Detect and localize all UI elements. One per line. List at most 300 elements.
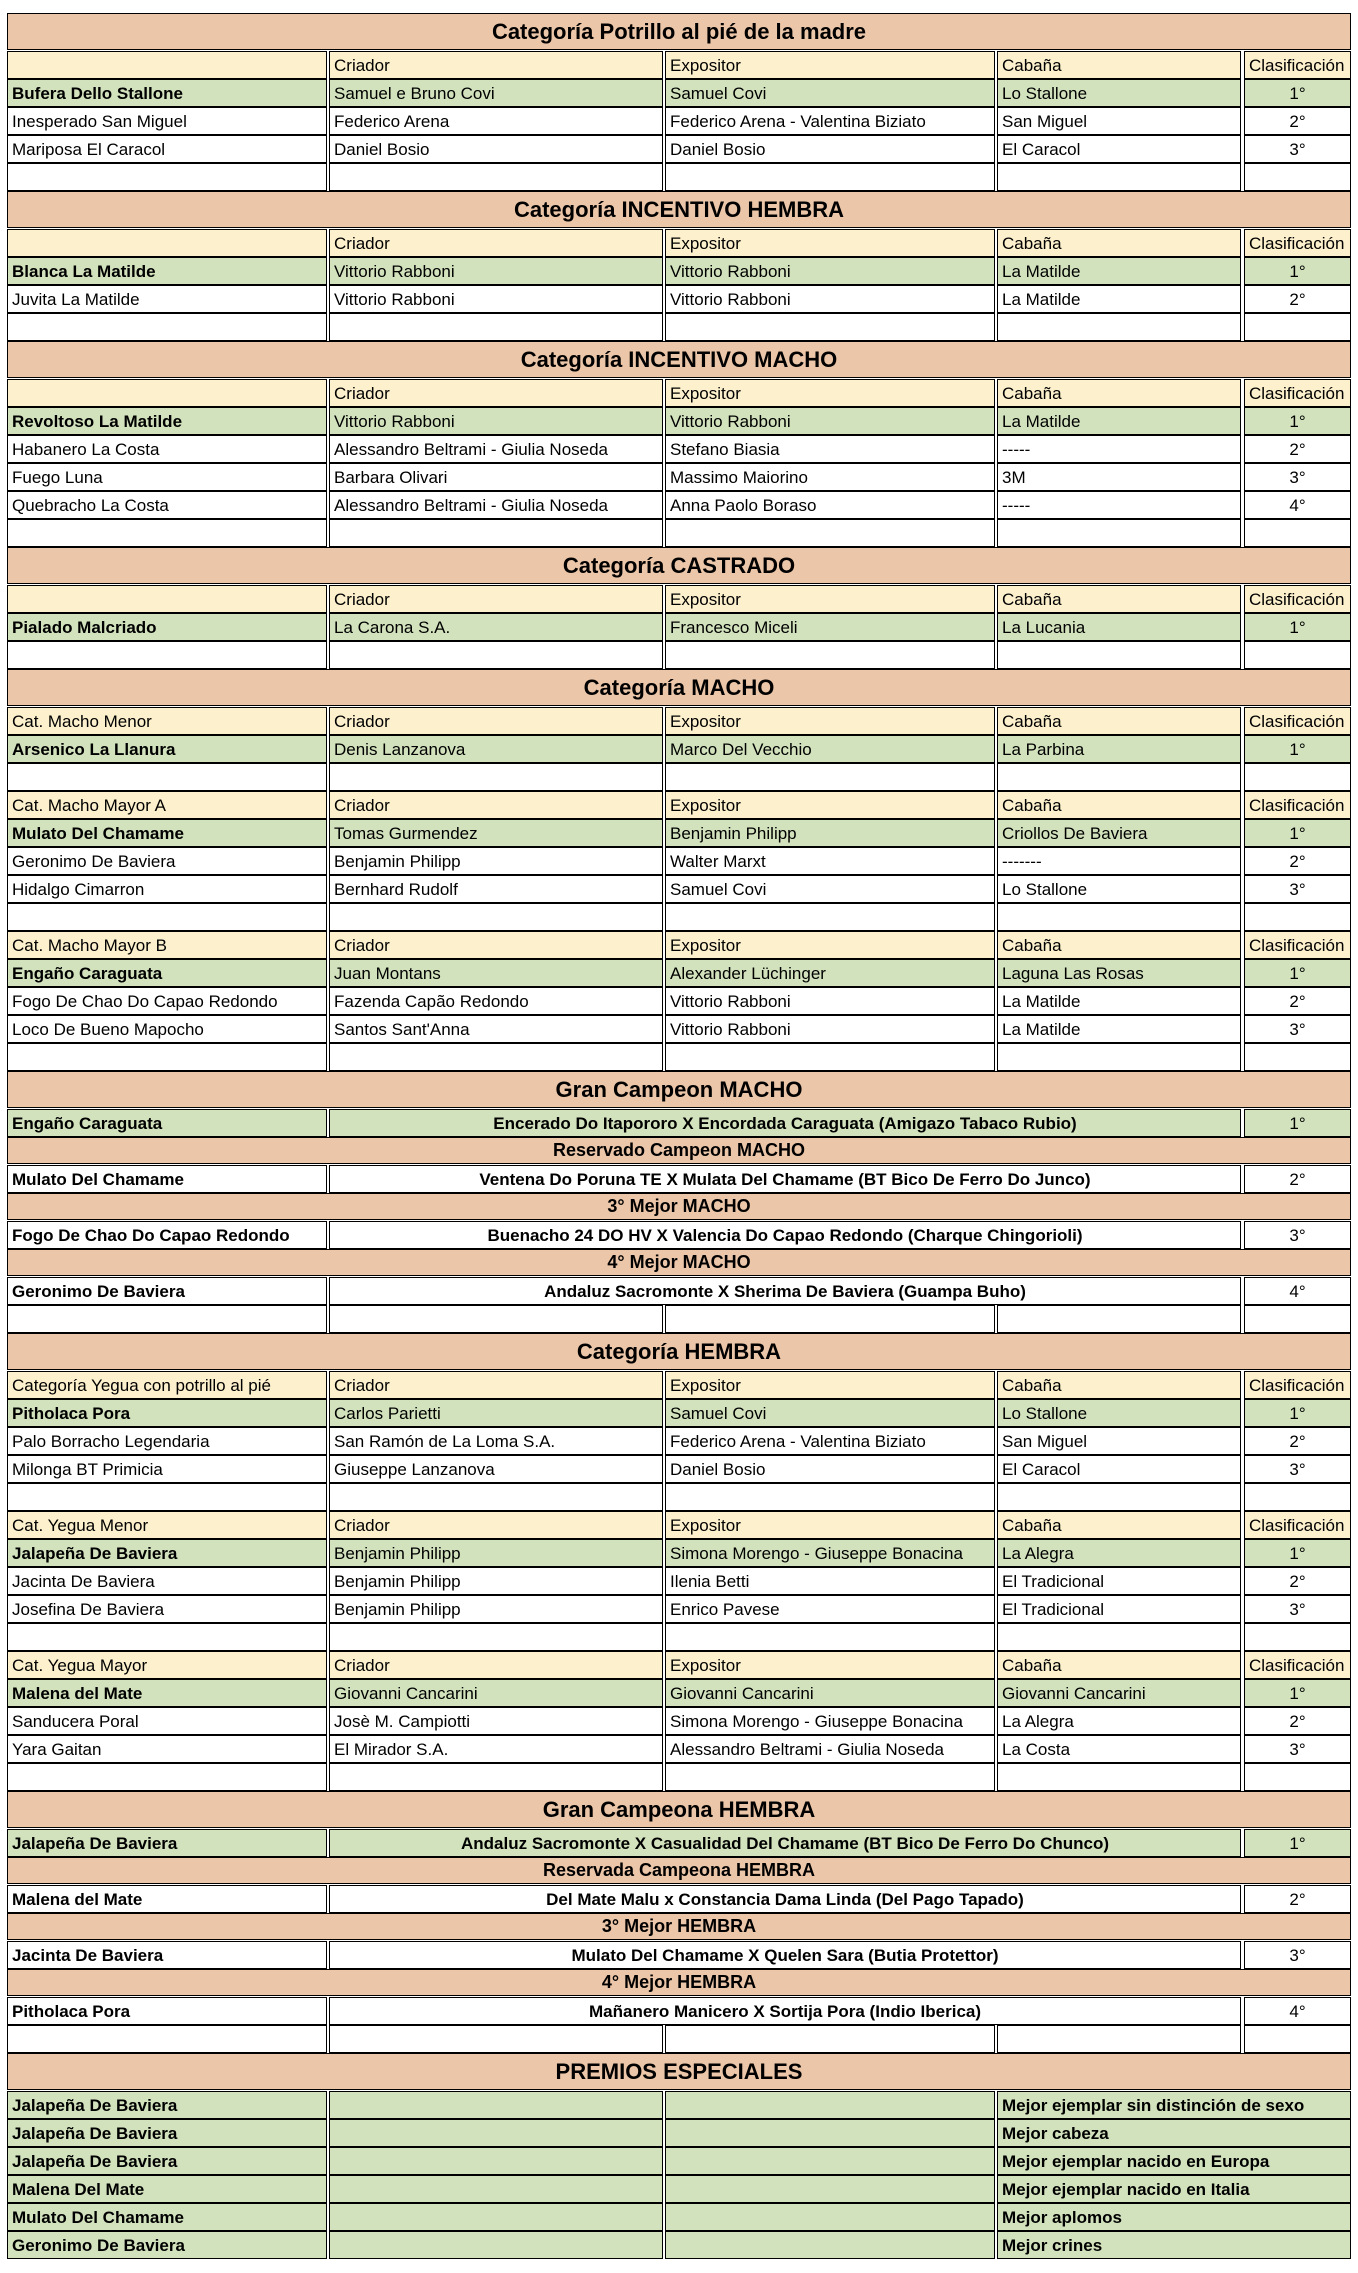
subcategory-label: Categoría Yegua con potrillo al pié	[7, 1371, 327, 1399]
champion-title-row	[7, 1249, 1351, 1276]
champion-rank: 4°	[1244, 1997, 1351, 2025]
table-row	[7, 875, 1351, 903]
subcategory-label: Cat. Macho Menor	[7, 707, 327, 735]
table-row	[7, 819, 1351, 847]
blank-row	[7, 1623, 1351, 1651]
subcategory-label: Cat. Yegua Mayor	[7, 1651, 327, 1679]
section-title-premios-row	[7, 2053, 1351, 2090]
rank-value: 2°	[1244, 285, 1351, 313]
rank-value: 2°	[1244, 1567, 1351, 1595]
header-cabana: Cabaña	[997, 585, 1241, 613]
header-clasificacion: Clasificación	[1244, 51, 1351, 79]
horse-name: Pialado Malcriado	[7, 613, 327, 641]
special-award-row	[7, 2175, 1351, 2203]
champion-row	[7, 1941, 1351, 1969]
empty-cell	[7, 641, 327, 669]
table-row	[7, 613, 1351, 641]
table-row	[7, 1707, 1351, 1735]
rank-value: 1°	[1244, 1399, 1351, 1427]
empty-cell	[329, 763, 663, 791]
header-cabana: Cabaña	[997, 1511, 1241, 1539]
header-cabana: Cabaña	[997, 791, 1241, 819]
empty-cell	[665, 2091, 995, 2119]
empty-cell	[665, 2147, 995, 2175]
blank-row	[7, 1483, 1351, 1511]
horse-name: Juvita La Matilde	[7, 285, 327, 313]
criador-value: Fazenda Capão Redondo	[329, 987, 663, 1015]
criador-value: Tomas Gurmendez	[329, 819, 663, 847]
blank-row	[7, 1305, 1351, 1333]
empty-cell	[997, 763, 1241, 791]
blank-row	[7, 1763, 1351, 1791]
empty-cell	[997, 163, 1241, 191]
cabana-value: La Matilde	[997, 257, 1241, 285]
table-row	[7, 1399, 1351, 1427]
header-clasificacion: Clasificación	[1244, 1651, 1351, 1679]
section-title-macho-row	[7, 669, 1351, 706]
header-criador: Criador	[329, 229, 663, 257]
champion-pedigree: Encerado Do Itapororo X Encordada Caraguata (Amigazo Tabaco Rubio)	[329, 1109, 1241, 1137]
empty-cell	[7, 1043, 327, 1071]
blank-row	[7, 641, 1351, 669]
section-title-incentivo-hembra: Categoría INCENTIVO HEMBRA	[7, 191, 1351, 228]
empty-cell	[329, 903, 663, 931]
champion-name: Pitholaca Pora	[7, 1997, 327, 2025]
subcategory-label: Cat. Yegua Menor	[7, 1511, 327, 1539]
cabana-value: Lo Stallone	[997, 875, 1241, 903]
horse-name: Quebracho La Costa	[7, 491, 327, 519]
subcategory-label: Cat. Macho Mayor A	[7, 791, 327, 819]
table-row	[7, 285, 1351, 313]
champion-title-row	[7, 1193, 1351, 1220]
empty-cell	[7, 2025, 327, 2053]
expositor-value: Samuel Covi	[665, 1399, 995, 1427]
special-award-row	[7, 2091, 1351, 2119]
rank-value: 2°	[1244, 847, 1351, 875]
empty-cell	[329, 2091, 663, 2119]
champion-title: 3° Mejor MACHO	[7, 1193, 1351, 1220]
empty-cell	[997, 2025, 1241, 2053]
empty-cell	[329, 641, 663, 669]
cabana-value: -----	[997, 435, 1241, 463]
rank-value: 3°	[1244, 1015, 1351, 1043]
criador-value: Vittorio Rabboni	[329, 407, 663, 435]
empty-cell	[1244, 519, 1351, 547]
empty-cell	[997, 313, 1241, 341]
champion-title-row	[7, 1137, 1351, 1164]
cabana-value: Giovanni Cancarini	[997, 1679, 1241, 1707]
horse-name: Blanca La Matilde	[7, 257, 327, 285]
blank-row	[7, 763, 1351, 791]
special-award-row	[7, 2203, 1351, 2231]
champion-title-row	[7, 1791, 1351, 1828]
champion-name: Jacinta De Baviera	[7, 1941, 327, 1969]
cabana-value: 3M	[997, 463, 1241, 491]
empty-cell	[997, 519, 1241, 547]
champion-name: Geronimo De Baviera	[7, 1277, 327, 1305]
empty-cell	[665, 1483, 995, 1511]
header-criador: Criador	[329, 1511, 663, 1539]
criador-value: Barbara Olivari	[329, 463, 663, 491]
award-name: Mejor ejemplar nacido en Italia	[997, 2175, 1351, 2203]
expositor-value: Vittorio Rabboni	[665, 285, 995, 313]
horse-name: Geronimo De Baviera	[7, 847, 327, 875]
cabana-value: La Alegra	[997, 1707, 1241, 1735]
empty-cell	[1244, 903, 1351, 931]
criador-value: Benjamin Philipp	[329, 1539, 663, 1567]
header-expositor: Expositor	[665, 707, 995, 735]
blank-row	[7, 519, 1351, 547]
champion-rank: 3°	[1244, 1941, 1351, 1969]
horse-name: Milonga BT Primicia	[7, 1455, 327, 1483]
criador-value: Bernhard Rudolf	[329, 875, 663, 903]
empty-cell	[665, 2175, 995, 2203]
expositor-value: Vittorio Rabboni	[665, 257, 995, 285]
empty-cell	[329, 1763, 663, 1791]
empty-cell	[665, 1763, 995, 1791]
criador-value: Giuseppe Lanzanova	[329, 1455, 663, 1483]
horse-name: Pitholaca Pora	[7, 1399, 327, 1427]
champion-title: Gran Campeon MACHO	[7, 1071, 1351, 1108]
header-criador: Criador	[329, 51, 663, 79]
champion-title-row	[7, 1071, 1351, 1108]
header-expositor: Expositor	[665, 229, 995, 257]
empty-cell	[329, 2119, 663, 2147]
table-row	[7, 987, 1351, 1015]
table-row	[7, 1735, 1351, 1763]
expositor-value: Simona Morengo - Giuseppe Bonacina	[665, 1707, 995, 1735]
rank-value: 3°	[1244, 1455, 1351, 1483]
table-row	[7, 1679, 1351, 1707]
horse-name: Inesperado San Miguel	[7, 107, 327, 135]
criador-value: El Mirador S.A.	[329, 1735, 663, 1763]
horse-name: Bufera Dello Stallone	[7, 79, 327, 107]
champion-title-row	[7, 1857, 1351, 1884]
champion-rank: 2°	[1244, 1165, 1351, 1193]
champion-title: 3° Mejor HEMBRA	[7, 1913, 1351, 1940]
section-title-incentivo-hembra-row	[7, 191, 1351, 228]
champion-rank: 2°	[1244, 1885, 1351, 1913]
expositor-value: Daniel Bosio	[665, 135, 995, 163]
section-title-potrillo-row	[7, 13, 1351, 50]
subcategory-label	[7, 379, 327, 407]
column-header-row	[7, 931, 1351, 959]
header-criador: Criador	[329, 931, 663, 959]
criador-value: Samuel e Bruno Covi	[329, 79, 663, 107]
subcategory-label	[7, 229, 327, 257]
header-expositor: Expositor	[665, 931, 995, 959]
expositor-value: Ilenia Betti	[665, 1567, 995, 1595]
expositor-value: Marco Del Vecchio	[665, 735, 995, 763]
expositor-value: Walter Marxt	[665, 847, 995, 875]
champion-title: 4° Mejor HEMBRA	[7, 1969, 1351, 1996]
empty-cell	[665, 763, 995, 791]
section-title-castrado-row	[7, 547, 1351, 584]
cabana-value: -------	[997, 847, 1241, 875]
champion-title: Reservada Campeona HEMBRA	[7, 1857, 1351, 1884]
empty-cell	[665, 313, 995, 341]
award-horse-name: Jalapeña De Baviera	[7, 2119, 327, 2147]
empty-cell	[1244, 763, 1351, 791]
empty-cell	[7, 1763, 327, 1791]
expositor-value: Massimo Maiorino	[665, 463, 995, 491]
subcategory-label: Cat. Macho Mayor B	[7, 931, 327, 959]
header-cabana: Cabaña	[997, 51, 1241, 79]
expositor-value: Anna Paolo Boraso	[665, 491, 995, 519]
table-row	[7, 79, 1351, 107]
expositor-value: Vittorio Rabboni	[665, 987, 995, 1015]
champion-pedigree: Buenacho 24 DO HV X Valencia Do Capao Redondo (Charque Chingorioli)	[329, 1221, 1241, 1249]
criador-value: Santos Sant'Anna	[329, 1015, 663, 1043]
empty-cell	[1244, 2025, 1351, 2053]
horse-name: Arsenico La Llanura	[7, 735, 327, 763]
criador-value: Federico Arena	[329, 107, 663, 135]
header-criador: Criador	[329, 791, 663, 819]
column-header-row	[7, 379, 1351, 407]
rank-value: 3°	[1244, 1595, 1351, 1623]
empty-cell	[329, 313, 663, 341]
table-row	[7, 847, 1351, 875]
header-expositor: Expositor	[665, 585, 995, 613]
expositor-value: Samuel Covi	[665, 79, 995, 107]
empty-cell	[665, 2231, 995, 2259]
section-title-castrado: Categoría CASTRADO	[7, 547, 1351, 584]
empty-cell	[329, 1483, 663, 1511]
section-title-potrillo: Categoría Potrillo al pié de la madre	[7, 13, 1351, 50]
expositor-value: Stefano Biasia	[665, 435, 995, 463]
empty-cell	[665, 2203, 995, 2231]
award-name: Mejor aplomos	[997, 2203, 1351, 2231]
header-cabana: Cabaña	[997, 1371, 1241, 1399]
expositor-value: Federico Arena - Valentina Biziato	[665, 107, 995, 135]
empty-cell	[7, 313, 327, 341]
cabana-value: El Caracol	[997, 1455, 1241, 1483]
horse-name: Engaño Caraguata	[7, 959, 327, 987]
horse-name: Mariposa El Caracol	[7, 135, 327, 163]
horse-name: Malena del Mate	[7, 1679, 327, 1707]
header-expositor: Expositor	[665, 791, 995, 819]
champion-pedigree: Mañanero Manicero X Sortija Pora (Indio Iberica)	[329, 1997, 1241, 2025]
header-criador: Criador	[329, 1651, 663, 1679]
blank-row	[7, 903, 1351, 931]
cabana-value: El Caracol	[997, 135, 1241, 163]
horse-name: Habanero La Costa	[7, 435, 327, 463]
rank-value: 3°	[1244, 1735, 1351, 1763]
empty-cell	[329, 1305, 663, 1333]
expositor-value: Giovanni Cancarini	[665, 1679, 995, 1707]
header-expositor: Expositor	[665, 1651, 995, 1679]
empty-cell	[1244, 313, 1351, 341]
column-header-row	[7, 585, 1351, 613]
header-clasificacion: Clasificación	[1244, 931, 1351, 959]
rank-value: 1°	[1244, 735, 1351, 763]
header-criador: Criador	[329, 379, 663, 407]
empty-cell	[7, 1623, 327, 1651]
champion-rank: 3°	[1244, 1221, 1351, 1249]
table-row	[7, 1567, 1351, 1595]
header-expositor: Expositor	[665, 379, 995, 407]
header-criador: Criador	[329, 707, 663, 735]
cabana-value: La Lucania	[997, 613, 1241, 641]
criador-value: Josè M. Campiotti	[329, 1707, 663, 1735]
column-header-row	[7, 1371, 1351, 1399]
champion-rank: 1°	[1244, 1829, 1351, 1857]
empty-cell	[1244, 641, 1351, 669]
rank-value: 1°	[1244, 1679, 1351, 1707]
award-horse-name: Malena Del Mate	[7, 2175, 327, 2203]
rank-value: 2°	[1244, 435, 1351, 463]
horse-name: Hidalgo Cimarron	[7, 875, 327, 903]
champion-pedigree: Ventena Do Poruna TE X Mulata Del Chamame (BT Bico De Ferro Do Junco)	[329, 1165, 1241, 1193]
champion-pedigree: Andaluz Sacromonte X Sherima De Baviera (Guampa Buho)	[329, 1277, 1241, 1305]
criador-value: Benjamin Philipp	[329, 847, 663, 875]
expositor-value: Federico Arena - Valentina Biziato	[665, 1427, 995, 1455]
champion-title: 4° Mejor MACHO	[7, 1249, 1351, 1276]
empty-cell	[7, 1305, 327, 1333]
champion-title: Gran Campeona HEMBRA	[7, 1791, 1351, 1828]
award-name: Mejor ejemplar sin distinción de sexo	[997, 2091, 1351, 2119]
empty-cell	[665, 1043, 995, 1071]
table-row	[7, 735, 1351, 763]
criador-value: Giovanni Cancarini	[329, 1679, 663, 1707]
champion-name: Mulato Del Chamame	[7, 1165, 327, 1193]
empty-cell	[329, 2175, 663, 2203]
header-cabana: Cabaña	[997, 379, 1241, 407]
criador-value: Alessandro Beltrami - Giulia Noseda	[329, 435, 663, 463]
empty-cell	[329, 2231, 663, 2259]
horse-name: Josefina De Baviera	[7, 1595, 327, 1623]
champion-title-row	[7, 1913, 1351, 1940]
cabana-value: La Parbina	[997, 735, 1241, 763]
special-award-row	[7, 2147, 1351, 2175]
cabana-value: San Miguel	[997, 107, 1241, 135]
empty-cell	[665, 903, 995, 931]
table-row	[7, 407, 1351, 435]
rank-value: 1°	[1244, 257, 1351, 285]
column-header-row	[7, 229, 1351, 257]
horse-name: Mulato Del Chamame	[7, 819, 327, 847]
rank-value: 2°	[1244, 107, 1351, 135]
header-expositor: Expositor	[665, 1511, 995, 1539]
table-row	[7, 1015, 1351, 1043]
rank-value: 2°	[1244, 1707, 1351, 1735]
cabana-value: Criollos De Baviera	[997, 819, 1241, 847]
award-horse-name: Jalapeña De Baviera	[7, 2091, 327, 2119]
empty-cell	[329, 163, 663, 191]
header-clasificacion: Clasificación	[1244, 585, 1351, 613]
empty-cell	[997, 1043, 1241, 1071]
empty-cell	[329, 1043, 663, 1071]
empty-cell	[1244, 163, 1351, 191]
champion-row	[7, 1109, 1351, 1137]
cabana-value: Lo Stallone	[997, 79, 1241, 107]
header-cabana: Cabaña	[997, 707, 1241, 735]
special-award-row	[7, 2119, 1351, 2147]
champion-name: Jalapeña De Baviera	[7, 1829, 327, 1857]
empty-cell	[1244, 1305, 1351, 1333]
criador-value: Alessandro Beltrami - Giulia Noseda	[329, 491, 663, 519]
header-clasificacion: Clasificación	[1244, 1371, 1351, 1399]
empty-cell	[665, 641, 995, 669]
rank-value: 3°	[1244, 135, 1351, 163]
table-row	[7, 1455, 1351, 1483]
empty-cell	[997, 1763, 1241, 1791]
criador-value: Juan Montans	[329, 959, 663, 987]
column-header-row	[7, 51, 1351, 79]
criador-value: Vittorio Rabboni	[329, 257, 663, 285]
header-expositor: Expositor	[665, 51, 995, 79]
criador-value: La Carona S.A.	[329, 613, 663, 641]
cabana-value: -----	[997, 491, 1241, 519]
award-horse-name: Mulato Del Chamame	[7, 2203, 327, 2231]
expositor-value: Vittorio Rabboni	[665, 1015, 995, 1043]
cabana-value: La Costa	[997, 1735, 1241, 1763]
header-clasificacion: Clasificación	[1244, 707, 1351, 735]
empty-cell	[329, 2025, 663, 2053]
empty-cell	[665, 1623, 995, 1651]
horse-name: Jacinta De Baviera	[7, 1567, 327, 1595]
blank-row	[7, 2025, 1351, 2053]
criador-value: Vittorio Rabboni	[329, 285, 663, 313]
table-row	[7, 1595, 1351, 1623]
empty-cell	[329, 2203, 663, 2231]
champion-row	[7, 1277, 1351, 1305]
header-clasificacion: Clasificación	[1244, 379, 1351, 407]
blank-row	[7, 313, 1351, 341]
cabana-value: La Matilde	[997, 987, 1241, 1015]
empty-cell	[7, 519, 327, 547]
horse-name: Sanducera Poral	[7, 1707, 327, 1735]
header-criador: Criador	[329, 1371, 663, 1399]
empty-cell	[665, 1305, 995, 1333]
champion-row	[7, 1885, 1351, 1913]
champion-row	[7, 1997, 1351, 2025]
horse-name: Jalapeña De Baviera	[7, 1539, 327, 1567]
table-row	[7, 491, 1351, 519]
cabana-value: El Tradicional	[997, 1567, 1241, 1595]
champion-row	[7, 1221, 1351, 1249]
empty-cell	[7, 903, 327, 931]
table-row	[7, 107, 1351, 135]
empty-cell	[997, 1305, 1241, 1333]
champion-name: Malena del Mate	[7, 1885, 327, 1913]
rank-value: 2°	[1244, 1427, 1351, 1455]
criador-value: Daniel Bosio	[329, 135, 663, 163]
expositor-value: Vittorio Rabboni	[665, 407, 995, 435]
cabana-value: El Tradicional	[997, 1595, 1241, 1623]
expositor-value: Enrico Pavese	[665, 1595, 995, 1623]
expositor-value: Simona Morengo - Giuseppe Bonacina	[665, 1539, 995, 1567]
empty-cell	[665, 2025, 995, 2053]
empty-cell	[1244, 1043, 1351, 1071]
section-title-hembra-row	[7, 1333, 1351, 1370]
column-header-row	[7, 1651, 1351, 1679]
expositor-value: Samuel Covi	[665, 875, 995, 903]
champion-row	[7, 1165, 1351, 1193]
table-row	[7, 1427, 1351, 1455]
criador-value: San Ramón de La Loma S.A.	[329, 1427, 663, 1455]
criador-value: Benjamin Philipp	[329, 1567, 663, 1595]
champion-rank: 4°	[1244, 1277, 1351, 1305]
header-cabana: Cabaña	[997, 229, 1241, 257]
champion-name: Fogo De Chao Do Capao Redondo	[7, 1221, 327, 1249]
cabana-value: La Matilde	[997, 407, 1241, 435]
section-title-premios: PREMIOS ESPECIALES	[7, 2053, 1351, 2090]
empty-cell	[1244, 1763, 1351, 1791]
expositor-value: Alexander Lüchinger	[665, 959, 995, 987]
empty-cell	[7, 763, 327, 791]
column-header-row	[7, 1511, 1351, 1539]
